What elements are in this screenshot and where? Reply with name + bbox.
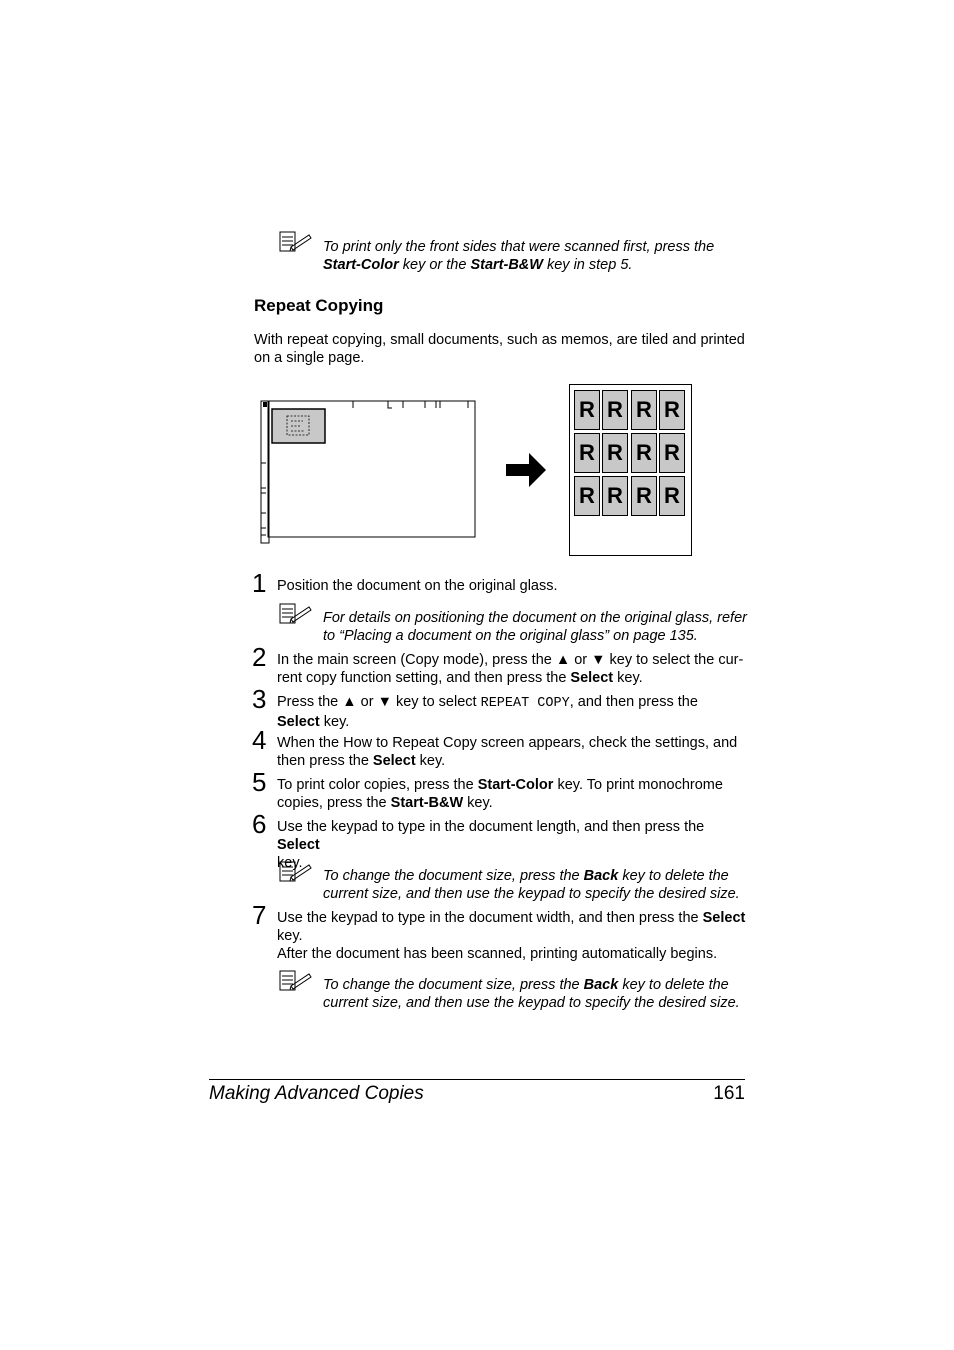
tile-r: R [602,476,628,516]
step-number: 7 [252,900,267,930]
tile-r: R [574,390,600,430]
step-text: Press the ▲ or ▼ key to select REPEAT COPY, and then press the Select key. [277,694,698,730]
step-text: Position the document on the original glass. [277,578,558,594]
step-text: Use the keypad to type in the document length, and then press the Select key. [277,819,705,871]
section-intro: With repeat copying, small documents, such as memos, are tiled and printed on a single page. [254,332,745,366]
tile-r: R [659,433,685,473]
step-number: 1 [252,568,267,598]
note-text: To change the document size, press the Back key to delete the current size, and then use the keypad to specify the desired size. [323,977,740,1011]
step-text: To print color copies, press the Start-Color key. To print monochrome copies, press the Start-B&W key. [277,777,723,811]
section-heading: Repeat Copying [254,296,384,315]
note-pencil-icon [279,603,313,625]
right-arrow-icon [505,452,547,488]
step-number: 3 [252,684,267,714]
tile-r: R [574,476,600,516]
tile-r: R [602,433,628,473]
footer-rule [209,1079,745,1080]
tile-r: R [631,433,657,473]
tile-r: R [659,390,685,430]
tile-r: R [602,390,628,430]
tile-r: R [574,433,600,473]
tile-r: R [659,476,685,516]
footer-title: Making Advanced Copies [209,1083,424,1104]
step-text: When the How to Repeat Copy screen appears, check the settings, and then press the Select key. [277,735,738,769]
note-text: To print only the front sides that were scanned first, press the Start-Color key or the Start-B&W key in step 5. [323,239,715,273]
note-text: To change the document size, press the Back key to delete the current size, and then use the keypad to specify the desired size. [323,868,740,902]
original-glass-illustration [258,398,478,546]
step-number: 2 [252,642,267,672]
note-text: For details on positioning the document on the original glass, refer to “Placing a document on the original glass” on page 135. [323,610,747,644]
tile-r: R [631,390,657,430]
step-number: 4 [252,725,267,755]
step-number: 5 [252,767,267,797]
tile-r: R [631,476,657,516]
step-text: Use the keypad to type in the document width, and then press the Select key. After the document has been scanned, printing automatically begins. [277,910,746,962]
note-pencil-icon [279,970,313,992]
note-pencil-icon [279,861,313,883]
step-number: 6 [252,809,267,839]
step-text: In the main screen (Copy mode), press the ▲ or ▼ key to select the cur- rent copy function setting, and then press the Select key. [277,652,744,686]
page-number: 161 [713,1083,745,1104]
note-pencil-icon [279,231,313,253]
